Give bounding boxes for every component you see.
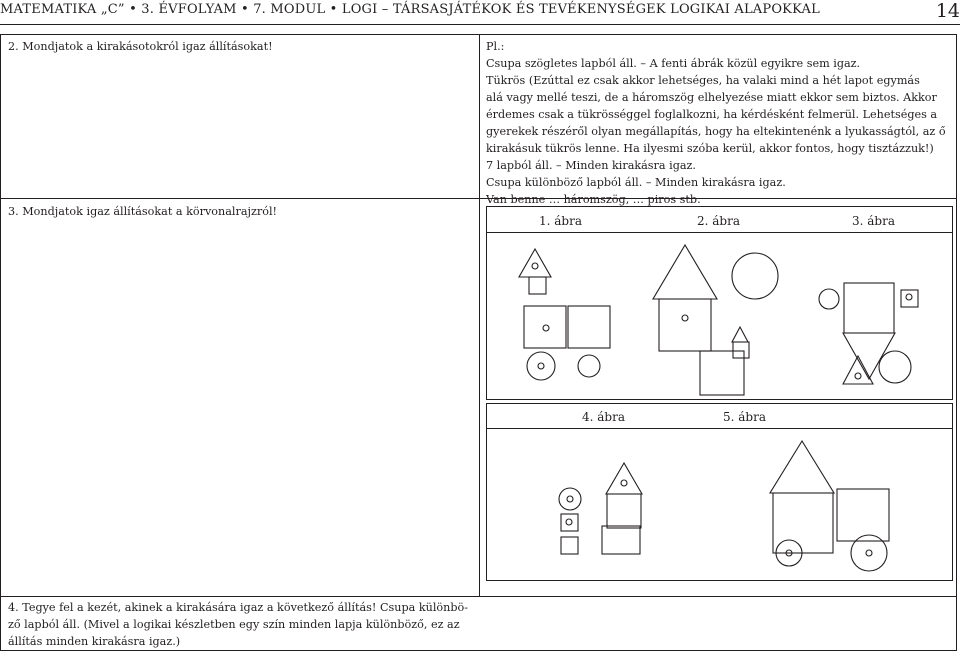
figure-2-drawing <box>653 245 778 395</box>
notes-line: Tükrös (Ezúttal ez csak akkor lehetséges, ha valaki mind a hét lapot egymás <box>486 74 920 87</box>
figure-1-circle-right <box>578 355 600 377</box>
figure-4-hole <box>566 519 572 525</box>
figure-1-circle-left <box>527 352 555 380</box>
figure-5-drawing <box>770 441 889 571</box>
task-2-text: 2. Mondjatok a kirakásotokról igaz állításokat! <box>8 40 273 53</box>
figure-2-triangle <box>653 245 717 299</box>
task-4-line: 4. Tegye fel a kezét, akinek a kirakására igaz a következő állítás! Csupa különbö- <box>8 601 469 614</box>
task-4-block <box>8 599 468 650</box>
figure-4-circle <box>559 488 581 510</box>
figure-3-square <box>844 283 894 333</box>
figure-1-label: 1. ábra <box>539 214 582 228</box>
figure-2-small-triangle <box>732 327 748 342</box>
figure-5-square <box>773 493 833 553</box>
figure-1-small-square-top <box>529 277 546 294</box>
figure-2-circle <box>732 253 778 299</box>
figure-3-circle <box>879 351 911 383</box>
figure-4-small-square <box>561 514 578 531</box>
notes-line: gyerekek részéről olyan megállapítás, hogy ha eltekintenénk a lyukasságtól, az ő <box>486 125 946 138</box>
figure-5-hole <box>866 550 872 556</box>
figure-4-hole <box>621 480 627 486</box>
notes-line: érdemes csak a tükrösséggel foglalkozni, ha kérdésként felmerül. Lehetséges a <box>486 108 938 121</box>
figure-4-small-square-bottom <box>561 537 578 554</box>
figure-5-label: 5. ábra <box>723 410 766 424</box>
task-3-text: 3. Mondjatok igaz állításokat a körvonalrajzról! <box>8 205 278 218</box>
notes-line: Van benne … háromszög, … piros stb. <box>486 193 701 206</box>
figure-3-triangle-inverted <box>843 333 895 379</box>
figure-3-hole <box>855 373 861 379</box>
notes-line: 7 lapból áll. – Minden kirakásra igaz. <box>486 159 696 172</box>
figure-1-square-left <box>524 306 566 348</box>
task-4-line: állítás minden kirakásra igaz.) <box>8 635 181 648</box>
figure-2-small-square <box>733 342 749 358</box>
notes-line: Csupa különböző lapból áll. – Minden kirakásra igaz. <box>486 176 786 189</box>
figure-1-hole <box>543 325 549 331</box>
figure-2-square <box>659 299 711 351</box>
figure-4-hole <box>567 496 573 502</box>
task-4-line: ző lapból áll. (Mivel a logikai készletben egy szín minden lapja különböző, ez az <box>8 618 460 631</box>
notes-line: Csupa szögletes lapból áll. – A fenti ábrák közül egyikre sem igaz. <box>486 57 861 70</box>
figure-5-triangle <box>770 441 834 493</box>
figure-3-hole <box>906 294 912 300</box>
figure-4-square <box>607 494 641 528</box>
header-title: MATEMATIKA „C” • 3. ÉVFOLYAM • 7. MODUL • LOGI – TÁRSASJÁTÉKOK ÉS TEVÉKENYSÉGEK LOGIKAI ALAPOKKAL <box>0 2 820 17</box>
figure-1-hole <box>532 263 538 269</box>
notes-line: kirakásuk tükrös lenne. Ha ilyesmi szóba kerül, akkor fontos, hogy tisztázzuk!) <box>486 142 934 155</box>
figure-1-drawing <box>519 249 610 380</box>
figure-3-label: 3. ábra <box>852 214 895 228</box>
figure-5-square-right <box>837 489 889 541</box>
figure-2-hole <box>682 315 688 321</box>
figure-5-circle-right <box>851 535 887 571</box>
notes-line: alá vagy mellé teszi, de a háromszög elhelyezése miatt ekkor sem biztos. Akkor <box>486 91 937 104</box>
figure-3-small-square <box>901 290 918 307</box>
figure-1-square-right <box>568 306 610 348</box>
notes-line: Pl.: <box>486 40 505 53</box>
page-number: 14 <box>935 0 960 22</box>
figure-4-triangle <box>606 463 642 494</box>
figure-1-hole <box>538 363 544 369</box>
figure-4-square-bottom <box>602 526 640 554</box>
figure-2-label: 2. ábra <box>697 214 740 228</box>
figure-4-drawing <box>559 463 642 554</box>
figure-4-label: 4. ábra <box>582 410 625 424</box>
figure-3-small-circle <box>819 289 839 309</box>
figure-3-drawing <box>819 283 918 384</box>
